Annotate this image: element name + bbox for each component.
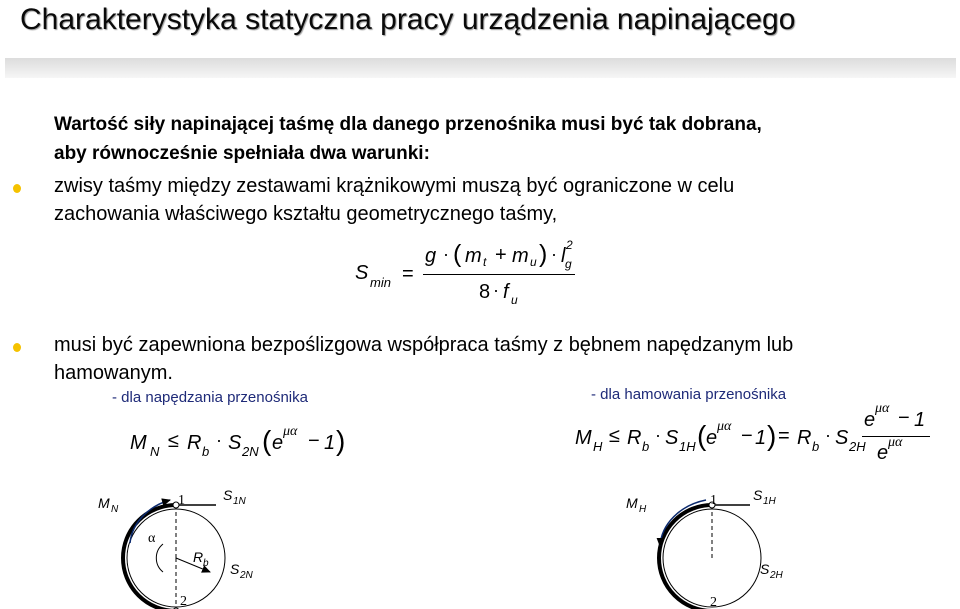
drive-point-1-label: 1 xyxy=(178,493,185,508)
smin-den-8: 8 xyxy=(479,281,491,303)
bullet-marker-2 xyxy=(13,343,21,352)
smin-paren-close: ) xyxy=(539,240,548,268)
drive-torque-label: M xyxy=(98,495,110,511)
brake-R2-sub: b xyxy=(812,439,820,454)
brake-S1-sub: 1H xyxy=(679,439,696,454)
drive-M-sub: N xyxy=(150,444,160,459)
drive-angle-arc xyxy=(156,544,163,572)
brake-s1-sub: 1H xyxy=(763,496,776,507)
brake-minus: − xyxy=(741,425,753,447)
drive-angle-label: α xyxy=(148,531,156,546)
brake-e: e xyxy=(706,427,718,449)
brake-torque-label: M xyxy=(626,495,638,511)
drive-paren-close: ) xyxy=(336,425,346,456)
drive-one: 1 xyxy=(324,432,336,454)
brake-frac-exp-bottom: μα xyxy=(888,435,903,450)
brake-s2-label: S xyxy=(760,561,770,577)
drive-s2-sub: 2N xyxy=(240,570,253,581)
smin-num-l: l xyxy=(561,245,566,267)
drive-s1-sub: 1N xyxy=(233,496,246,507)
brake-M: M xyxy=(575,427,592,449)
intro-line-2: aby równocześnie spełniała dwa warunki: xyxy=(54,143,430,164)
drive-R: R xyxy=(187,432,202,454)
brake-frac-exp-top: μα xyxy=(875,401,890,416)
smin-dot-2: · xyxy=(551,244,557,264)
smin-lhs: S xyxy=(355,262,369,284)
smin-sub-g: g xyxy=(565,257,572,271)
brake-dot-1: · xyxy=(655,425,661,445)
smin-plus: + xyxy=(495,244,507,266)
title-divider xyxy=(5,58,956,78)
smin-num-m1: m xyxy=(465,245,482,267)
smin-sub-t: t xyxy=(483,255,487,269)
brake-belt-wrap xyxy=(659,505,712,609)
drive-s2-label: S xyxy=(230,561,240,577)
subheading-brake: - dla hamowania przenośnika xyxy=(591,386,787,403)
brake-paren-close: ) xyxy=(767,420,777,451)
brake-S2-sub: 2H xyxy=(849,439,866,454)
smin-dot-3: · xyxy=(493,280,499,300)
brake-exp: μα xyxy=(717,419,732,434)
drive-dot: · xyxy=(216,430,222,450)
brake-equals: = xyxy=(778,425,790,447)
drive-e: e xyxy=(272,432,284,454)
drive-drum-diagram xyxy=(90,478,280,609)
brake-s1-label: S xyxy=(753,487,763,503)
brake-S2: S xyxy=(835,427,849,449)
drive-S: S xyxy=(228,432,242,454)
brake-frac-minus: − xyxy=(898,407,910,429)
brake-leq: ≤ xyxy=(609,425,620,447)
smin-den-f: f xyxy=(503,281,509,303)
intro-line-1: Wartość siły napinającej taśmę dla danego przenośnika musi być tak dobrana, xyxy=(54,114,762,135)
drive-R-sub: b xyxy=(202,444,210,459)
smin-equals: = xyxy=(402,263,414,285)
brake-frac-e-top: e xyxy=(864,409,876,431)
smin-den-sub-u: u xyxy=(511,293,518,307)
smin-sup-2: 2 xyxy=(566,238,573,252)
bullet2-line-1: musi być zapewniona bezpoślizgowa współpraca taśmy z bębnem napędzanym lub xyxy=(54,334,794,356)
drive-leq: ≤ xyxy=(168,430,179,452)
brake-R: R xyxy=(627,427,642,449)
brake-point-2-label: 2 xyxy=(710,595,717,609)
bullet2-line-2: hamowanym. xyxy=(54,362,173,384)
drive-belt-wrap xyxy=(123,505,176,609)
formula-smin xyxy=(355,238,595,313)
smin-lhs-sub: min xyxy=(370,275,391,290)
brake-S1: S xyxy=(665,427,679,449)
drive-exp: μα xyxy=(283,424,298,439)
drive-s1-label: S xyxy=(223,487,233,503)
brake-M-sub: H xyxy=(593,439,603,454)
formula-brake xyxy=(575,401,955,465)
brake-dot-2: · xyxy=(825,425,831,445)
brake-paren-open: ( xyxy=(697,420,707,451)
drive-S-sub: 2N xyxy=(242,444,259,459)
smin-paren-open: ( xyxy=(453,240,462,268)
brake-point-1-label: 1 xyxy=(710,493,717,508)
drive-torque-sub: N xyxy=(111,504,119,515)
brake-drum-diagram xyxy=(620,478,810,609)
drive-paren-open: ( xyxy=(262,425,272,456)
brake-one: 1 xyxy=(755,427,767,449)
bullet-marker-1 xyxy=(13,184,21,193)
brake-frac-one: 1 xyxy=(914,409,926,431)
drive-minus: − xyxy=(308,430,320,452)
brake-R2: R xyxy=(797,427,812,449)
subheading-drive: - dla napędzania przenośnika xyxy=(112,389,308,406)
brake-R-sub: b xyxy=(642,439,650,454)
drive-radius-label: R xyxy=(193,549,204,565)
bullet1-line-2: zachowania właściwego kształtu geometrycznego taśmy, xyxy=(54,203,558,225)
drive-point-2-label: 2 xyxy=(180,594,187,609)
smin-num-g: g xyxy=(425,245,437,267)
smin-dot-1: · xyxy=(443,244,449,264)
page-title: Charakterystyka statyczna pracy urządzenia napinającego xyxy=(20,3,796,36)
drive-M: M xyxy=(130,432,147,454)
formula-drive xyxy=(130,422,360,467)
brake-frac-e-bottom: e xyxy=(877,442,889,464)
drive-radius-sub: b xyxy=(203,558,209,569)
smin-fraction-bar xyxy=(423,274,575,275)
bullet1-line-1: zwisy taśmy między zestawami krążnikowymi muszą być ograniczone w celu xyxy=(54,175,735,197)
brake-torque-sub: H xyxy=(639,504,647,515)
smin-sub-u: u xyxy=(530,255,537,269)
smin-num-m2: m xyxy=(512,245,529,267)
brake-s2-sub: 2H xyxy=(770,570,783,581)
